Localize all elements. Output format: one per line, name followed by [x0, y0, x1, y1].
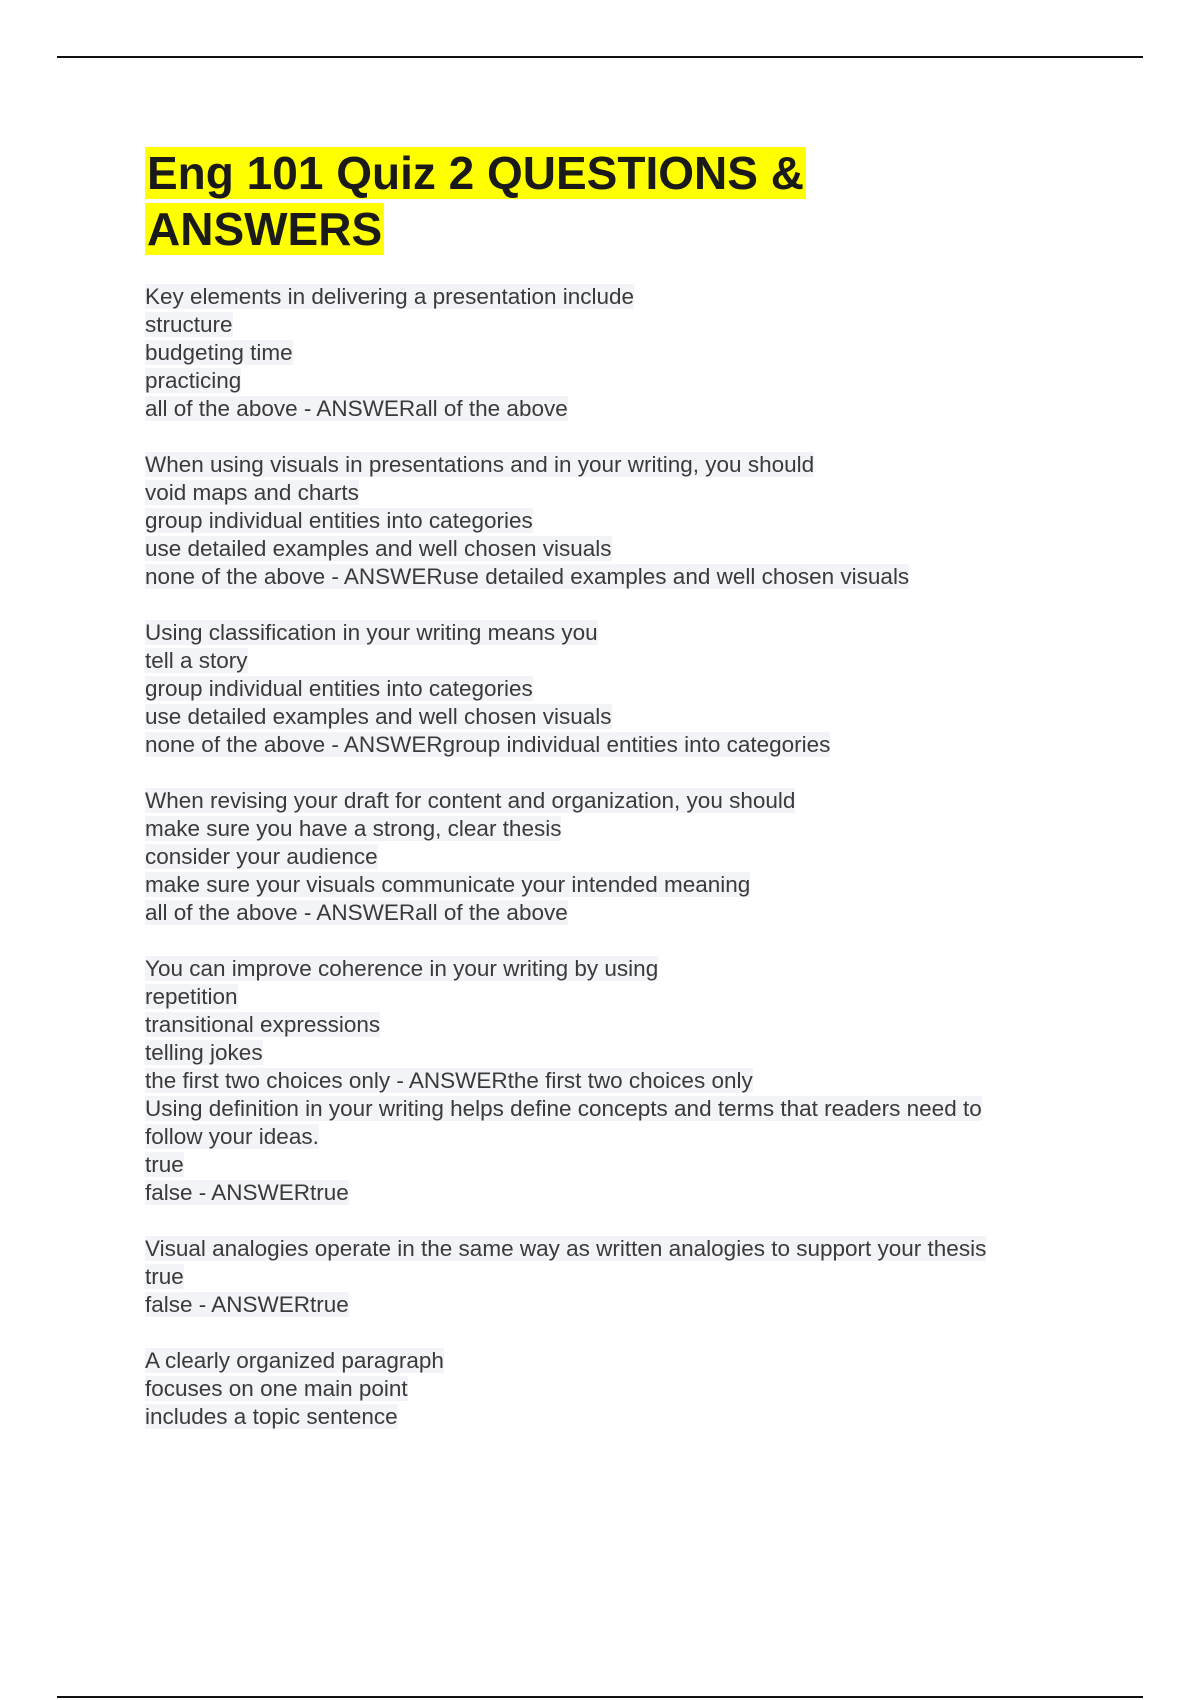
- question-text: Visual analogies operate in the same way as written analogies to support your thesis: [145, 1236, 987, 1261]
- answer-option: structure: [145, 312, 233, 337]
- question-text: Key elements in delivering a presentation include: [145, 284, 635, 309]
- answer-option: group individual entities into categories: [145, 508, 533, 533]
- answer-line: the first two choices only - ANSWERthe first two choices only: [145, 1068, 753, 1093]
- answer-line: all of the above - ANSWERall of the above: [145, 396, 568, 421]
- question-text: You can improve coherence in your writing by using: [145, 956, 659, 981]
- title-line-1: Eng 101 Quiz 2 QUESTIONS &: [147, 147, 804, 199]
- answer-option: includes a topic sentence: [145, 1404, 398, 1429]
- answer-option: tell a story: [145, 648, 248, 673]
- question-text: Using definition in your writing helps define concepts and terms that readers need to: [145, 1096, 982, 1121]
- document-title: [145, 145, 1075, 257]
- answer-option: consider your audience: [145, 844, 378, 869]
- answer-option: repetition: [145, 984, 238, 1009]
- document-body: [145, 145, 1075, 1431]
- question-block-2: [145, 451, 1075, 591]
- question-block-3: [145, 619, 1075, 759]
- answer-option: make sure your visuals communicate your intended meaning: [145, 872, 751, 897]
- answer-option: telling jokes: [145, 1040, 263, 1065]
- question-text-continued: follow your ideas.: [145, 1124, 319, 1149]
- question-text: Using classification in your writing means you: [145, 620, 598, 645]
- answer-option: void maps and charts: [145, 480, 359, 505]
- question-block-6: [145, 1235, 1075, 1319]
- answer-option: focuses on one main point: [145, 1376, 408, 1401]
- top-rule: [57, 56, 1143, 58]
- title-line-2: ANSWERS: [147, 203, 383, 255]
- answer-line: none of the above - ANSWERuse detailed examples and well chosen visuals: [145, 564, 910, 589]
- answer-option: budgeting time: [145, 340, 293, 365]
- question-text: When using visuals in presentations and in your writing, you should: [145, 452, 815, 477]
- answer-line: none of the above - ANSWERgroup individual entities into categories: [145, 732, 831, 757]
- answer-option: use detailed examples and well chosen visuals: [145, 536, 612, 561]
- answer-line: all of the above - ANSWERall of the above: [145, 900, 568, 925]
- question-block-1: [145, 283, 1075, 423]
- answer-option: transitional expressions: [145, 1012, 381, 1037]
- answer-line: false - ANSWERtrue: [145, 1292, 349, 1317]
- question-text: A clearly organized paragraph: [145, 1348, 444, 1373]
- answer-option: true: [145, 1152, 184, 1177]
- question-block-7: [145, 1347, 1075, 1431]
- answer-line: false - ANSWERtrue: [145, 1180, 349, 1205]
- bottom-rule: [57, 1696, 1143, 1698]
- question-text: When revising your draft for content and organization, you should: [145, 788, 796, 813]
- answer-option: make sure you have a strong, clear thesis: [145, 816, 562, 841]
- answer-option: group individual entities into categories: [145, 676, 533, 701]
- answer-option: true: [145, 1264, 184, 1289]
- answer-option: practicing: [145, 368, 242, 393]
- question-block-4: [145, 787, 1075, 927]
- question-block-5: [145, 955, 1075, 1207]
- answer-option: use detailed examples and well chosen visuals: [145, 704, 612, 729]
